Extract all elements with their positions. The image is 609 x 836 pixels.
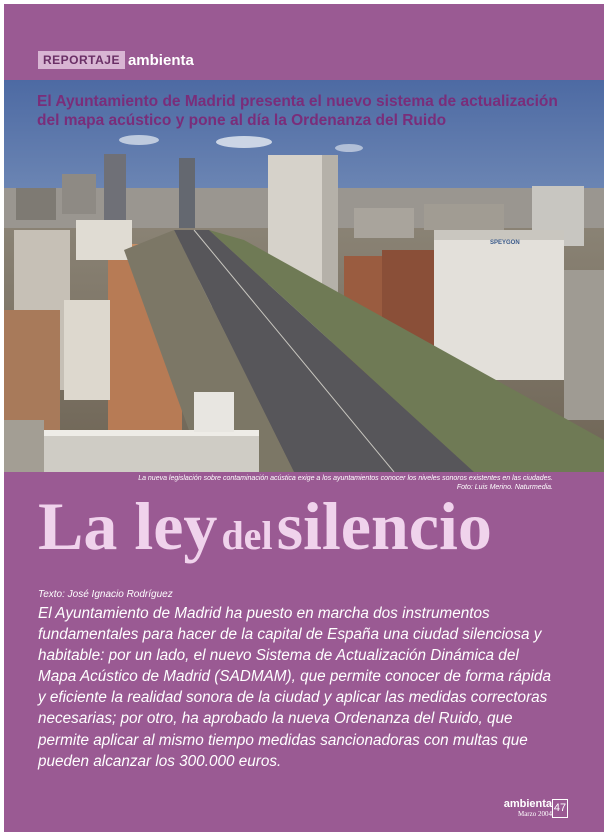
footer-brand: ambienta	[503, 798, 552, 810]
title-word-1: La ley	[38, 488, 218, 564]
caption-text: La nueva legislación sobre contaminación acústica exige a los ayuntamientos conocer los niveles sonoros existentes en las ciudades.	[138, 475, 553, 482]
section-tag: REPORTAJE	[38, 51, 125, 69]
caption-credit: Foto: Luis Merino. Naturmedia.	[456, 484, 553, 491]
title-word-3: silencio	[276, 488, 492, 564]
headline: El Ayuntamiento de Madrid presenta el nuevo sistema de actualización del mapa acústico y pone al día la Ordenanza del Ruido	[37, 93, 558, 129]
building-sign: SPEYGON	[490, 240, 520, 246]
section-header	[38, 51, 194, 69]
section-brand: ambienta	[127, 51, 194, 69]
page-footer	[504, 798, 552, 818]
page-number: 47	[552, 799, 568, 818]
title-word-2: del	[221, 513, 273, 558]
lede-paragraph: El Ayuntamiento de Madrid ha puesto en marcha dos instrumentos fundamentales para hacer de la capital de España una ciudad silenciosa y habitable: por un lado, el nuevo Sistema de Actualización Dinámica del Mapa Acústico de Madrid (SADMAM), que permite conocer de forma rápida y eficiente la realidad sonora de la ciudad y aplicar las medidas correctoras necesarias; por otro, ha aprobado la nueva Ordenanza del Ruido, que permite aplicar al mismo tiempo medidas sancionadoras con multas que pueden alcanzar los 300.000 euros.	[38, 605, 551, 770]
byline: Texto: José Ignacio Rodríguez	[38, 589, 173, 600]
footer-date: Marzo 2004	[517, 810, 552, 818]
city-photo	[4, 80, 604, 472]
article-title	[38, 488, 492, 564]
purple-panel	[4, 4, 604, 832]
